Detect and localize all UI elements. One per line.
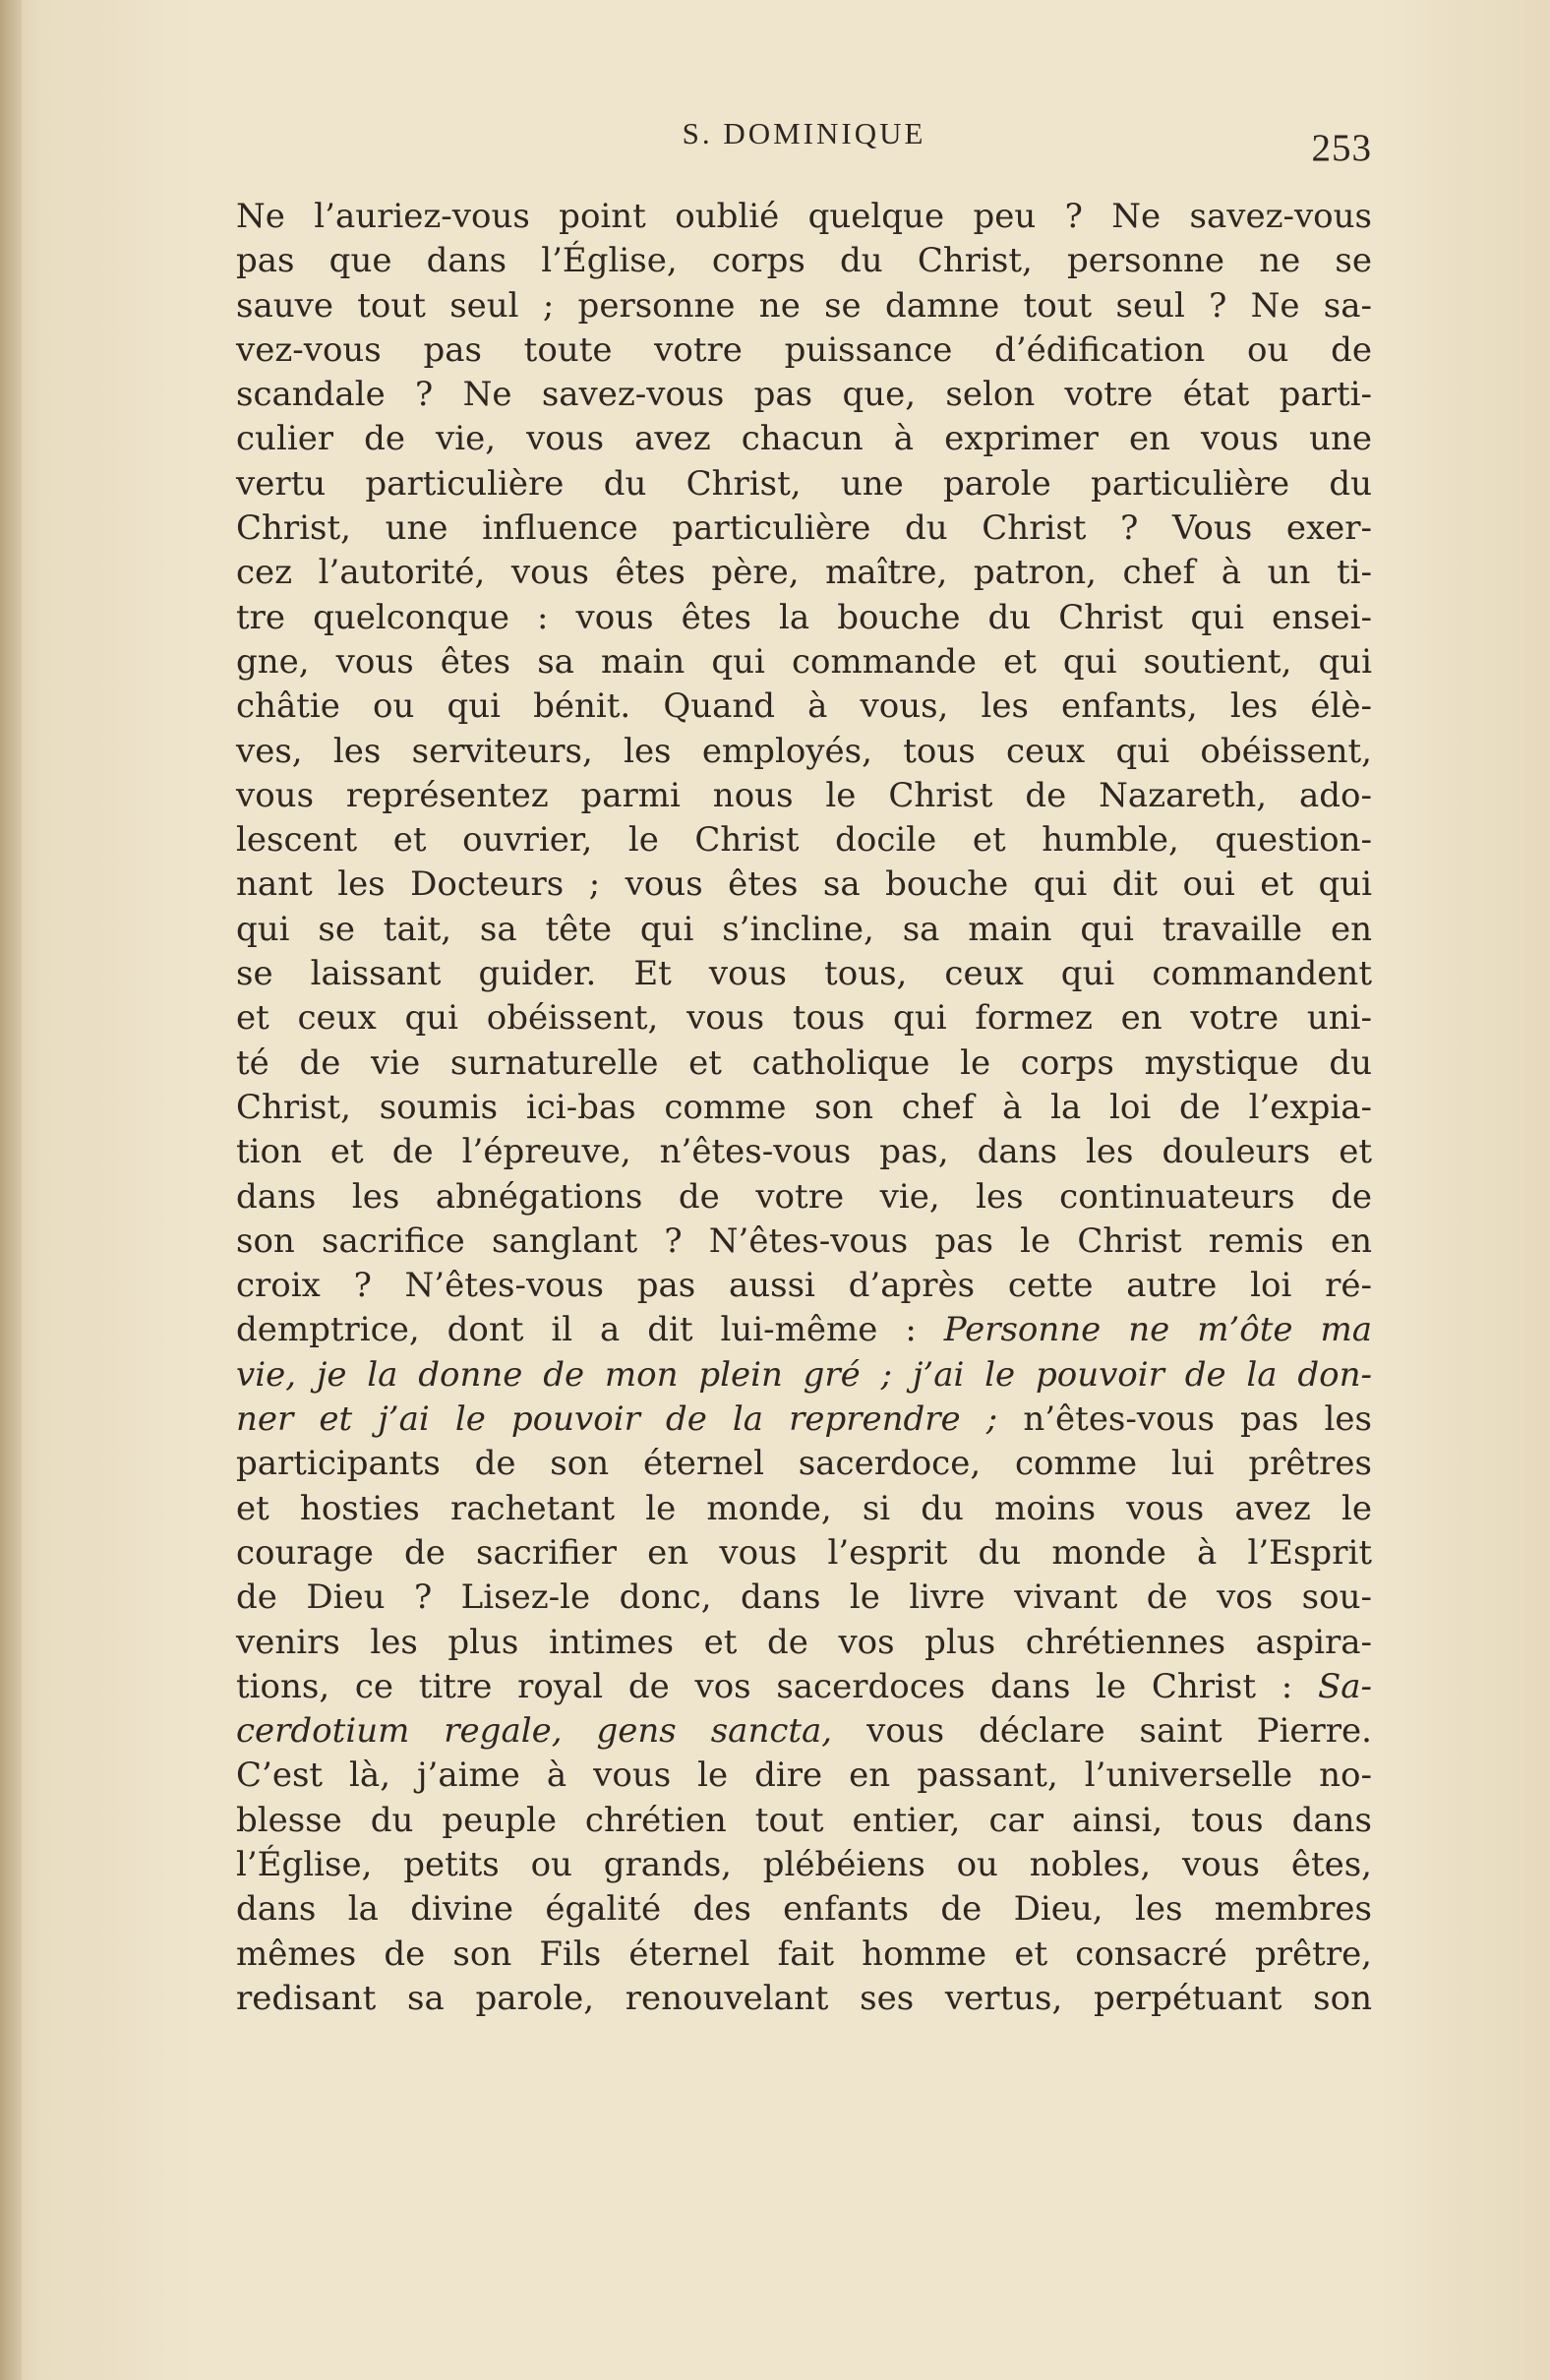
- text-line: [236, 1175, 1372, 1220]
- text-line: [236, 1621, 1372, 1665]
- text-line: [236, 1531, 1372, 1576]
- text-segment: té de vie surnaturelle et catholique le corps mystique du: [236, 1042, 1372, 1083]
- text-segment: blesse du peuple chrétien tout entier, car ainsi, tous dans: [236, 1800, 1372, 1840]
- text-segment: participants de son éternel sacerdoce, comme lui prêtres: [236, 1444, 1372, 1484]
- text-segment: croix ? N’êtes-vous pas aussi d’après cette autre loi ré-: [236, 1266, 1372, 1306]
- text-segment: de Dieu ? Lisez-le donc, dans le livre vivant de vos sou-: [236, 1577, 1372, 1618]
- italic-segment: ner et j’ai le pouvoir de la reprendre ;: [236, 1399, 998, 1440]
- text-line: [236, 730, 1372, 774]
- text-segment: courage de sacrifier en vous l’esprit du monde à l’Esprit: [236, 1532, 1372, 1573]
- italic-segment: vie, je la donne de mon plein gré ; j’ai le pouvoir de la don-: [236, 1354, 1372, 1395]
- text-segment: redisant sa parole, renouvelant ses vertus, perpétuant son: [236, 1978, 1372, 2018]
- text-segment: venirs les plus intimes et de vos plus chrétiennes aspira-: [236, 1622, 1372, 1662]
- italic-segment: Sa-: [1317, 1666, 1372, 1706]
- text-line: [236, 1220, 1372, 1264]
- text-line: [236, 684, 1372, 729]
- text-line: [236, 1799, 1372, 1843]
- text-segment: gne, vous êtes sa main qui commande et qui soutient, qui: [236, 641, 1372, 682]
- text-segment: n’êtes-vous pas les: [997, 1399, 1372, 1440]
- page-number: 253: [1311, 127, 1372, 169]
- text-line: [236, 506, 1372, 551]
- running-title: S. DOMINIQUE: [682, 116, 926, 150]
- text-line: [236, 1398, 1372, 1442]
- text-segment: cez l’autorité, vous êtes père, maître, patron, chef à un ti-: [236, 553, 1372, 593]
- text-line: [236, 596, 1372, 640]
- text-segment: mêmes de son Fils éternel fait homme et consacré prêtre,: [236, 1934, 1372, 1974]
- text-segment: vous déclare saint Pierre.: [832, 1711, 1372, 1752]
- text-line: [236, 863, 1372, 907]
- text-line: [236, 551, 1372, 595]
- text-segment: Ne l’auriez-vous point oublié quelque peu ? Ne savez-vous: [236, 197, 1372, 236]
- text-line: [236, 640, 1372, 684]
- text-segment: son sacrifice sanglant ? N’êtes-vous pas le Christ remis en: [236, 1220, 1372, 1261]
- text-line: [236, 1843, 1372, 1887]
- text-segment: sauve tout seul ; personne ne se damne tout seul ? Ne sa-: [236, 285, 1372, 326]
- text-line: [236, 1933, 1372, 1977]
- text-segment: dans les abnégations de votre vie, les continuateurs de: [236, 1176, 1372, 1217]
- text-segment: demptrice, dont il a dit lui-même :: [236, 1310, 944, 1350]
- text-segment: Christ, soumis ici-bas comme son chef à la loi de l’expia-: [236, 1087, 1372, 1127]
- text-line: [236, 1709, 1372, 1754]
- text-segment: scandale ? Ne savez-vous pas que, selon votre état parti-: [236, 375, 1372, 415]
- text-line: [236, 1754, 1372, 1798]
- text-line: [236, 328, 1372, 373]
- text-line: [236, 1130, 1372, 1174]
- text-segment: tion et de l’épreuve, n’êtes-vous pas, dans les douleurs et: [236, 1132, 1372, 1172]
- text-segment: et hosties rachetant le monde, si du moins vous avez le: [236, 1488, 1372, 1528]
- text-line: [236, 1041, 1372, 1086]
- text-segment: tions, ce titre royal de vos sacerdoces dans le Christ :: [236, 1666, 1318, 1706]
- text-line: [236, 1887, 1372, 1932]
- text-segment: vertu particulière du Christ, une parole particulière du: [236, 463, 1372, 504]
- text-segment: culier de vie, vous avez chacun à exprimer en vous une: [236, 419, 1372, 459]
- text-line: [236, 1086, 1372, 1130]
- text-segment: châtie ou qui bénit. Quand à vous, les enfants, les élè-: [236, 686, 1372, 727]
- text-segment: C’est là, j’aime à vous le dire en passant, l’universelle no-: [236, 1755, 1372, 1796]
- text-segment: vez-vous pas toute votre puissance d’édification ou de: [236, 329, 1372, 370]
- body-text: [236, 195, 1372, 2021]
- text-line: [236, 1665, 1372, 1709]
- text-line: [236, 1264, 1372, 1308]
- text-segment: ves, les serviteurs, les employés, tous ceux qui obéissent,: [236, 731, 1372, 771]
- text-segment: pas que dans l’Église, corps du Christ, personne ne se: [236, 241, 1372, 281]
- text-segment: tre quelconque : vous êtes la bouche du Christ qui ensei-: [236, 597, 1372, 637]
- text-segment: et ceux qui obéissent, vous tous qui formez en votre uni-: [236, 998, 1372, 1039]
- page-header: [236, 116, 1372, 171]
- text-line: [236, 239, 1372, 283]
- text-line: [236, 818, 1372, 863]
- text-line: [236, 1442, 1372, 1486]
- text-line: [236, 284, 1372, 328]
- text-line: [236, 1576, 1372, 1620]
- italic-segment: cerdotium regale, gens sancta,: [236, 1711, 833, 1752]
- text-segment: nant les Docteurs ; vous êtes sa bouche qui dit oui et qui: [236, 864, 1372, 905]
- text-segment: se laissant guider. Et vous tous, ceux qui commandent: [236, 954, 1372, 994]
- text-line: [236, 1353, 1372, 1398]
- text-line: [236, 462, 1372, 506]
- text-segment: qui se tait, sa tête qui s’incline, sa main qui travaille en: [236, 909, 1372, 949]
- text-line: [236, 417, 1372, 461]
- page-gutter: [0, 0, 22, 2380]
- text-line: [236, 1977, 1372, 2021]
- text-segment: vous représentez parmi nous le Christ de Nazareth, ado-: [236, 775, 1372, 815]
- text-line: [236, 774, 1372, 818]
- text-line: [236, 1308, 1372, 1352]
- text-segment: Christ, une influence particulière du Christ ? Vous exer-: [236, 508, 1372, 549]
- italic-segment: Personne ne m’ôte ma: [943, 1310, 1372, 1350]
- text-line: [236, 952, 1372, 996]
- text-line: [236, 1487, 1372, 1531]
- text-segment: dans la divine égalité des enfants de Dieu, les membres: [236, 1889, 1372, 1930]
- text-segment: lescent et ouvrier, le Christ docile et humble, question-: [236, 820, 1372, 861]
- text-line: [236, 908, 1372, 952]
- text-segment: l’Église, petits ou grands, plébéiens ou nobles, vous êtes,: [236, 1844, 1372, 1884]
- text-line: [236, 373, 1372, 417]
- text-line: [236, 996, 1372, 1041]
- text-line: [236, 195, 1372, 239]
